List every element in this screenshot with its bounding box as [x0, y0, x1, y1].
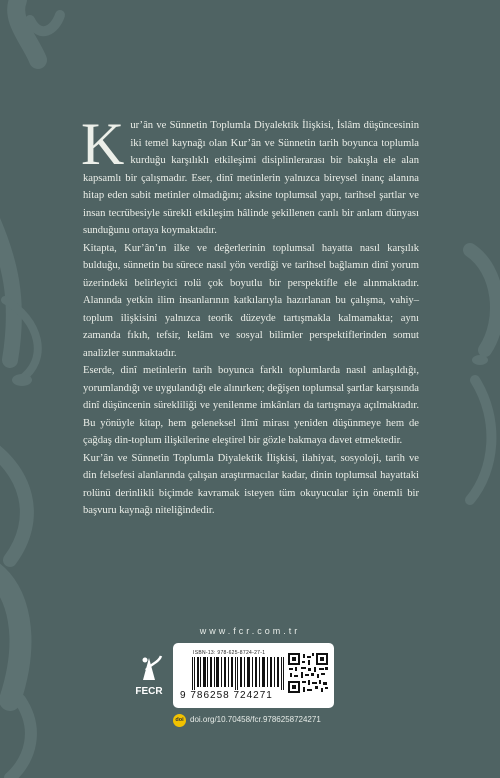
paragraph-3: Eserde, dinî metinlerin tarih boyunca farklı toplumlarda nasıl anlaşıldığı, yorumlandığı ve uygulandığı ele alınırken; değişen toplumsal şartlar karşısında dinî düşüncenin sürekliliği ve yenilenme imkânları da tartışmaya açılmaktadır. Bu yönüyle kitap, hem geleneksel ilmî mirası yeniden düşünmeye hem de çağdaş din-toplum ilişkilerine eleştirel bir gözle bakmaya davet etmektedir. [83, 365, 419, 446]
isbn-label: ISBN-13: 978-625-8724-27-1 [193, 650, 266, 656]
publisher-logo-text: FECR [135, 686, 163, 697]
drop-cap: K [81, 111, 125, 177]
doi-link[interactable]: doi.org/10.70458/fcr.9786258724271 [190, 715, 321, 724]
paragraph-1-text: ur’ân ve Sünnetin Toplumla Diyalektik İlişkisi, İslâm düşüncesinin iki temel kaynağı olan Kur’ân ve Sünnetin tarih boyunca toplumla kurduğu karşılıklı etkileşimi disiplinlerarası bir bakışla ele alan kapsamlı bir çalışmadır. Eser, dinî metinlerin yalnızca bireysel inanç alanına hitap eden sabit metinler olmadığını; aksine toplumsal yapı, tarihsel şartlar ve insan tecrübesiyle sürekli etkileşim hâlinde şekillenen canlı bir anlam dünyası sunduğunu ortaya koymaktadır. [83, 120, 419, 236]
paragraph-2: Kitapta, Kur’ân’ın ilke ve değerlerinin toplumsal hayatta nasıl karşılık bulduğu, sünnetin bu sürece nasıl yön verdiği ve tarihsel bağlamın dinî yorum üzerindeki belirleyici rolü çok boyutlu bir perspektifle ele alınmaktadır. Alanında yetkin ilim insanlarının katkılarıyla hazırlanan bu çalışma, vahiy–toplum ilişkisini yalnızca teorik düzeyde tartışmakla kalmamakta; aynı zamanda fıkıh, tefsir, kelâm ve sosyal bilimler perspektiflerinden somut analizler sunmaktadır. [83, 242, 419, 359]
barcode-icon [192, 657, 284, 690]
barcode-number: 9 786258 724271 [180, 690, 273, 701]
publisher-website: www.fcr.com.tr [199, 626, 301, 636]
paragraph-1 [81, 111, 419, 240]
qr-code-icon [287, 652, 329, 694]
paragraph-4: Kur’ân ve Sünnetin Toplumla Diyalektik İlişkisi, ilahiyat, sosyoloji, tarih ve din felsefesi alanlarında çalışan araştırmacılar kadar, dinin toplumsal hayattaki rolünü derinlikli biçimde kavramak isteyen tüm okuyucular için önemli bir başvuru kaynağı niteliğindedir. [83, 452, 419, 516]
description-text [81, 111, 419, 520]
fecr-logo-icon [131, 650, 167, 686]
doi-badge-icon: doi [173, 714, 186, 727]
